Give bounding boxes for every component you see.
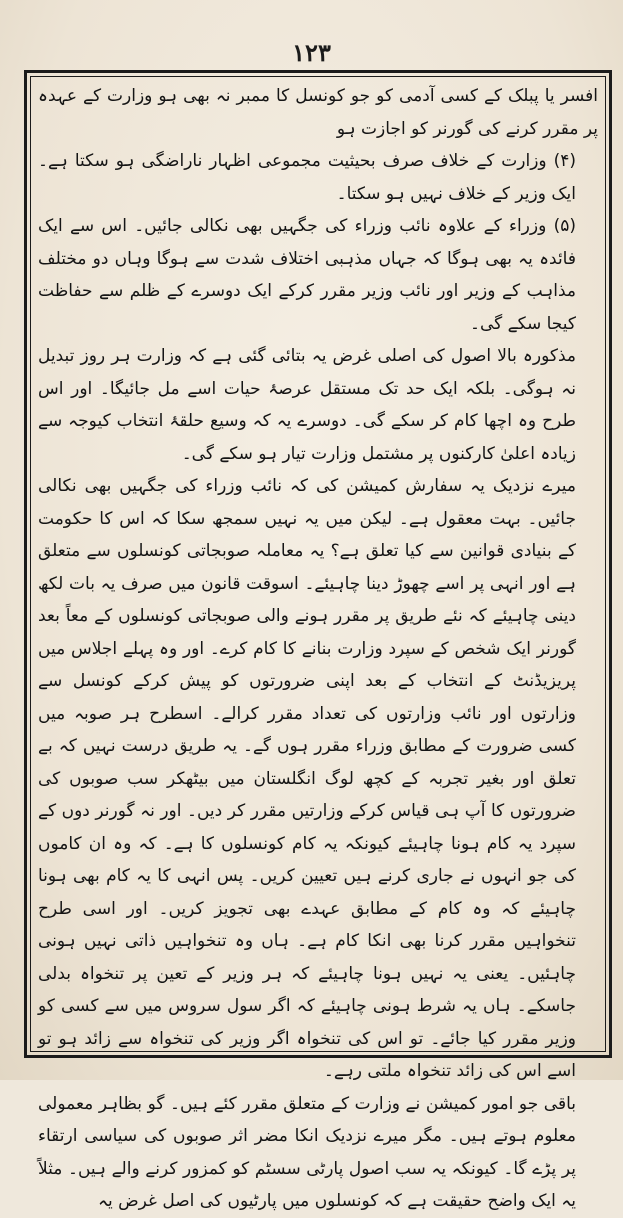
paragraph-opinion: میرے نزدیک یہ سفارش کمیشن کی کہ نائب وزراء کی جگہیں بھی نکالی جائیں۔ بہت معقول ہے۔ لیکن میں یہ نہیں سمجھ سکا کہ اس کا حکومت کے بنیادی قوانین سے کیا تعلق ہے؟ یہ معاملہ صوبجاتی کونسلوں سے متعلق ہے اور انہی پر اسے چھوڑ دینا چاہیئے۔ اسوقت قانون میں صرف یہ بات لکھ دینی چاہیئے کہ نئے طریق پر مقرر ہونے والی صوبجاتی کونسلوں کے معاً بعد گورنر ایک شخص کے سپرد وزارت بنانے کا کام کرے۔ اور وہ پہلے اجلاس میں پریزیڈنٹ کے انتخاب کے بعد اپنی ضرورتوں کو پیش کرکے کونسل سے وزارتوں اور نائب وزارتوں کی تعداد مقرر کرالے۔ اسطرح ہر صوبہ میں کسی ضرورت کے مطابق وزراء مقرر ہوں گے۔ یہ طریق درست نہیں کہ بے تعلق اور بغیر تجربہ کے کچھ لوگ انگلستان میں بیٹھکر سب صوبوں کی ضرورتوں کا آپ ہی قیاس کرکے وزارتیں مقرر کر دیں۔ اور نہ گورنر دوں کے سپرد یہ کام ہونا چاہیئے کیونکہ یہ کام کونسلوں کا ہے۔ کہ وہ ان کاموں کی جو انہوں نے جاری کرنے ہیں تعیین کریں۔ پس انہی کا یہ کام بھی ہونا چاہیئے کہ وہ کام کے مطابق عہدے بھی تجویز کریں۔ اور اسی طرح تنخواہیں مقرر کرنا بھی انکا کام ہے۔ ہاں وہ تنخواہیں ذاتی نہیں ہونی چاہئیں۔ یعنی یہ نہیں ہونا چاہیئے کہ ہر وزیر کے تعین پر تنخواہ بدلی جاسکے۔ ہاں یہ شرط ہونی چاہیئے کہ اگر سول سروس میں سے کسی کو وزیر مقرر کیا جائے۔ تو اس کی تنخواہ اگر وزیر کی تنخواہ سے زائد ہو تو اسے اس کی زائد تنخواہ ملتی رہے۔ (38, 476, 576, 1081)
paragraph-continuation: افسر یا پبلک کے کسی آدمی کو جو کونسل کا ممبر نہ بھی ہو وزارت کے عہدہ پر مقرر کرنے کی گورنر کو اجازت ہو (38, 86, 598, 139)
paragraph-point-4: (۴) وزارت کے خلاف صرف بحیثیت مجموعی اظہار ناراضگی ہو سکتا ہے۔ ایک وزیر کے خلاف نہیں ہو سکتا۔ (38, 151, 576, 204)
paragraph-purpose: مذکورہ بالا اصول کی اصلی غرض یہ بتائی گئی ہے کہ وزارت ہر روز تبدیل نہ ہوگی۔ بلکہ ایک حد تک مستقل عرصۂ حیات اسے مل جائیگا۔ اور اس طرح وہ اچھا کام کر سکے گی۔ دوسرے یہ کہ وسیع حلقۂ انتخاب کیوجہ سے زیادہ اعلیٰ کارکنوں پر مشتمل وزارت تیار ہو سکے گی۔ (38, 346, 576, 464)
page-number: ۱۲۳ (292, 38, 331, 67)
paragraph-point-5: (۵) وزراء کے علاوہ نائب وزراء کی جگہیں بھی نکالی جائیں۔ اس سے ایک فائدہ یہ بھی ہوگا کہ جہاں مذہبی اختلاف شدت سے ہوگا وہاں دو مختلف مذاہب کے وزیر اور نائب وزیر مقرر کرکے ایک دوسرے کے ظلم سے حفاظت کیجا سکے گی۔ (38, 216, 576, 334)
paragraph-remaining: باقی جو امور کمیشن نے وزارت کے متعلق مقرر کئے ہیں۔ گو بظاہر معمولی معلوم ہوتے ہیں۔ مگر میرے نزدیک انکا مضر اثر صوبوں کی سیاسی ارتقاء پر پڑے گا۔ کیونکہ یہ سب اصول پارٹی سسٹم کو کمزور کرنے والے ہیں۔ مثلاً یہ ایک واضح حقیقت ہے کہ کونسلوں میں پارٹیوں کی اصل غرض یہ (38, 1093, 576, 1211)
body-text (38, 80, 598, 1211)
